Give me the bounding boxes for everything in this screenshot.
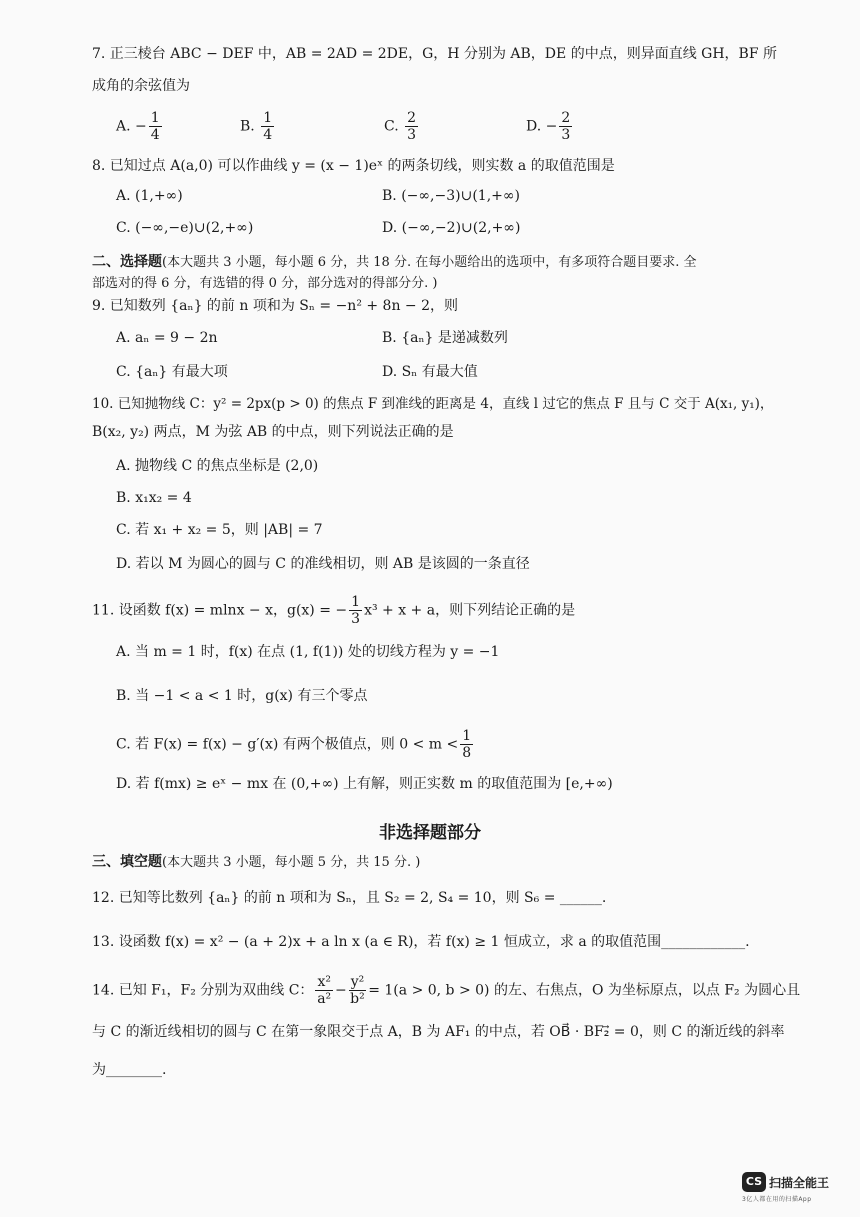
q11-stem-fraction: $\frac{1}{3}$	[351, 594, 361, 627]
section-2-note-line2: 部选对的得 6 分，有选错的得 0 分，部分选对的得部分分. )	[92, 276, 438, 291]
q10-option-c: C. 若 x₁ + x₂ = 5，则 |AB| = 7	[116, 522, 323, 538]
q7-c-fraction: $\frac{2}{3}$	[407, 110, 417, 143]
q8-option-c: C. (−∞,−e)∪(2,+∞)	[116, 220, 254, 236]
section-3-header	[92, 852, 420, 873]
q7-option-c: C. $\frac{2}{3}$	[384, 110, 417, 143]
q7-b-fraction: $\frac{1}{4}$	[263, 110, 273, 143]
q9-option-b: B. {aₙ} 是递减数列	[382, 330, 508, 346]
q11-stem: 11. 设函数 f(x) = mlnx − x，g(x) = − $\frac{1}{3}$ x³ + x + a，则下列结论正确的是	[92, 594, 576, 627]
q10-option-b: B. x₁x₂ = 4	[116, 490, 192, 506]
section-2-header	[92, 252, 696, 273]
q14-stem-line2: 与 C 的渐近线相切的圆与 C 在第一象限交于点 A，B 为 AF₁ 的中点，若 OB⃗ · BF₂⃗ = 0，则 C 的渐近线的斜率	[92, 1024, 785, 1040]
q7-d-fraction: $\frac{2}{3}$	[561, 110, 571, 143]
camscanner-logo-icon: CS	[742, 1172, 766, 1192]
section-2-note: (本大题共 3 小题，每小题 6 分，共 18 分. 在每小题给出的选项中，有多项符合题目要求. 全	[162, 255, 697, 270]
q9-stem: 9. 已知数列 {aₙ} 的前 n 项和为 Sₙ = −n² + 8n − 2，则	[92, 298, 459, 314]
part-2-title: 非选择题部分	[379, 823, 481, 843]
q10-option-d: D. 若以 M 为圆心的圆与 C 的准线相切，则 AB 是该圆的一条直径	[116, 556, 530, 572]
q9-option-d: D. Sₙ 有最大值	[382, 364, 478, 380]
q14-x-fraction: $\frac{\text{x²}}{\text{a²}}$	[317, 974, 332, 1007]
q9-option-c: C. {aₙ} 有最大项	[116, 364, 228, 380]
q7-option-a: A. − $\frac{1}{4}$	[116, 110, 160, 143]
scanner-watermark	[742, 1172, 842, 1204]
q8-option-d: D. (−∞,−2)∪(2,+∞)	[382, 220, 521, 236]
q11-c-fraction: $\frac{1}{8}$	[462, 728, 472, 761]
q11-option-b: B. 当 −1 < a < 1 时，g(x) 有三个零点	[116, 688, 368, 704]
q7-stem-line1: 7. 正三棱台 ABC − DEF 中，AB = 2AD = 2DE，G，H 分别为 AB，DE 的中点，则异面直线 GH，BF 所	[92, 46, 778, 62]
q11-option-a: A. 当 m = 1 时，f(x) 在点 (1, f(1)) 处的切线方程为 y = −1	[116, 644, 500, 660]
q10-stem-line2: B(x₂, y₂) 两点，M 为弦 AB 的中点，则下列说法正确的是	[92, 424, 454, 440]
q8-option-b: B. (−∞,−3)∪(1,+∞)	[382, 188, 520, 204]
q9-option-a: A. aₙ = 9 − 2n	[116, 330, 218, 346]
q7-stem-line2: 成角的余弦值为	[92, 78, 190, 94]
watermark-subtitle: 3亿人都在用的扫描App	[742, 1196, 812, 1203]
q12-stem: 12. 已知等比数列 {aₙ} 的前 n 项和为 Sₙ，且 S₂ = 2, S₄ = 10，则 S₆ = ______.	[92, 890, 607, 906]
q8-stem: 8. 已知过点 A(a,0) 可以作曲线 y = (x − 1)eˣ 的两条切线，则实数 a 的取值范围是	[92, 158, 615, 174]
q14-stem-line1: 14. 已知 F₁，F₂ 分别为双曲线 C： $\frac{\text{x²}}{\text{a²}}$ − $\frac{\text{y²}}{\text{b²}}$ = 1(a > 0, b > 0) 的左、右焦点，O 为坐标原点，以点 F₂ 为圆心且	[92, 974, 801, 1007]
q7-a-fraction: $\frac{1}{4}$	[150, 110, 160, 143]
q13-stem: 13. 设函数 f(x) = x² − (a + 2)x + a ln x (a ∈ R)，若 f(x) ≥ 1 恒成立，求 a 的取值范围____________.	[92, 934, 750, 950]
section-3-title: 三、填空题	[92, 854, 162, 870]
q7-option-b: B. $\frac{1}{4}$	[240, 110, 273, 143]
q11-option-c: C. 若 F(x) = f(x) − g′(x) 有两个极值点，则 0 < m < $\frac{1}{8}$	[116, 728, 472, 761]
q11-option-d: D. 若 f(mx) ≥ eˣ − mx 在 (0,+∞) 上有解，则正实数 m 的取值范围为 [e,+∞)	[116, 776, 613, 792]
section-2-title: 二、选择题	[92, 254, 162, 270]
q14-y-fraction: $\frac{\text{y²}}{\text{b²}}$	[350, 974, 365, 1007]
q10-stem-line1: 10. 已知抛物线 C：y² = 2px(p > 0) 的焦点 F 到准线的距离是 4，直线 l 过它的焦点 F 且与 C 交于 A(x₁, y₁)，	[92, 396, 774, 412]
watermark-brand: 扫描全能王	[769, 1175, 830, 1190]
q14-stem-line3: 为________.	[92, 1062, 167, 1078]
q10-option-a: A. 抛物线 C 的焦点坐标是 (2,0)	[116, 458, 319, 474]
q7-option-d: D. − $\frac{2}{3}$	[526, 110, 571, 143]
section-3-note: (本大题共 3 小题，每小题 5 分，共 15 分. )	[162, 855, 421, 870]
q8-option-a: A. (1,+∞)	[116, 188, 183, 204]
